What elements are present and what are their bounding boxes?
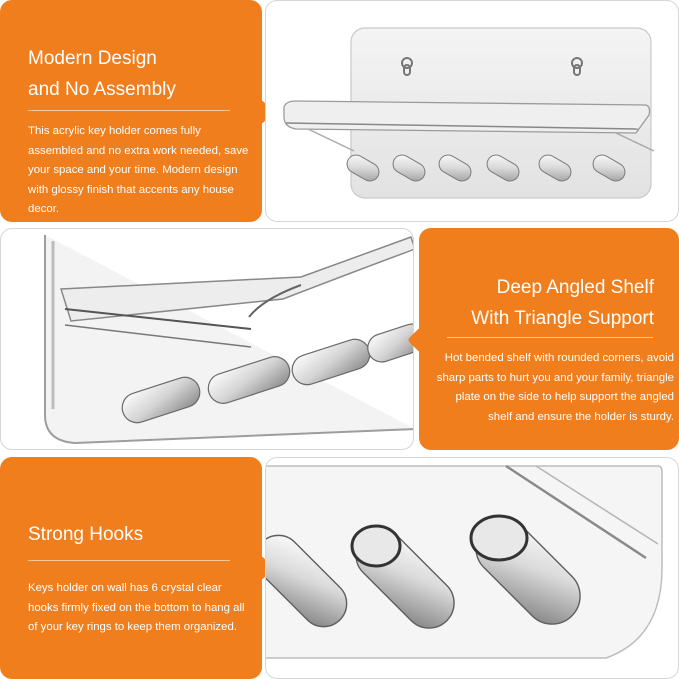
- feature-title: [471, 272, 654, 334]
- feature-title-line: With Triangle Support: [471, 308, 654, 329]
- feature-title-line: and No Assembly: [28, 79, 176, 100]
- feature-title-line: Modern Design: [28, 48, 157, 69]
- feature-title-line: Strong Hooks: [28, 524, 144, 545]
- title-divider: [28, 560, 230, 561]
- product-image-full-view: [265, 0, 679, 222]
- feature-card-strong-hooks: [0, 457, 262, 679]
- key-holder-illustration: [266, 1, 679, 222]
- feature-description: Hot bended shelf with rounded corners, avoid sharp parts to hurt you and your family, triangle plate on the side to help support the angled shelf and ensure the holder is sturdy.: [436, 352, 674, 423]
- product-image-hooks-closeup: [265, 457, 679, 679]
- shelf-closeup-illustration: [1, 229, 414, 450]
- feature-description: Keys holder on wall has 6 crystal clear hooks firmly fixed on the bottom to hang all of your key rings to keep them organized.: [28, 582, 245, 634]
- product-image-shelf-closeup: [0, 228, 414, 450]
- feature-card-angled-shelf: [419, 228, 679, 450]
- hooks-closeup-illustration: [266, 458, 679, 679]
- title-divider: [28, 110, 230, 111]
- feature-card-modern-design: [0, 0, 262, 222]
- feature-title: [28, 43, 176, 105]
- feature-title: [28, 519, 143, 550]
- title-divider: [447, 337, 653, 338]
- feature-title-line: Deep Angled Shelf: [496, 277, 654, 298]
- feature-description: This acrylic key holder comes fully assembled and no extra work needed, save your space and your time. Modern design with glossy finish that accents any house decor.: [28, 125, 249, 216]
